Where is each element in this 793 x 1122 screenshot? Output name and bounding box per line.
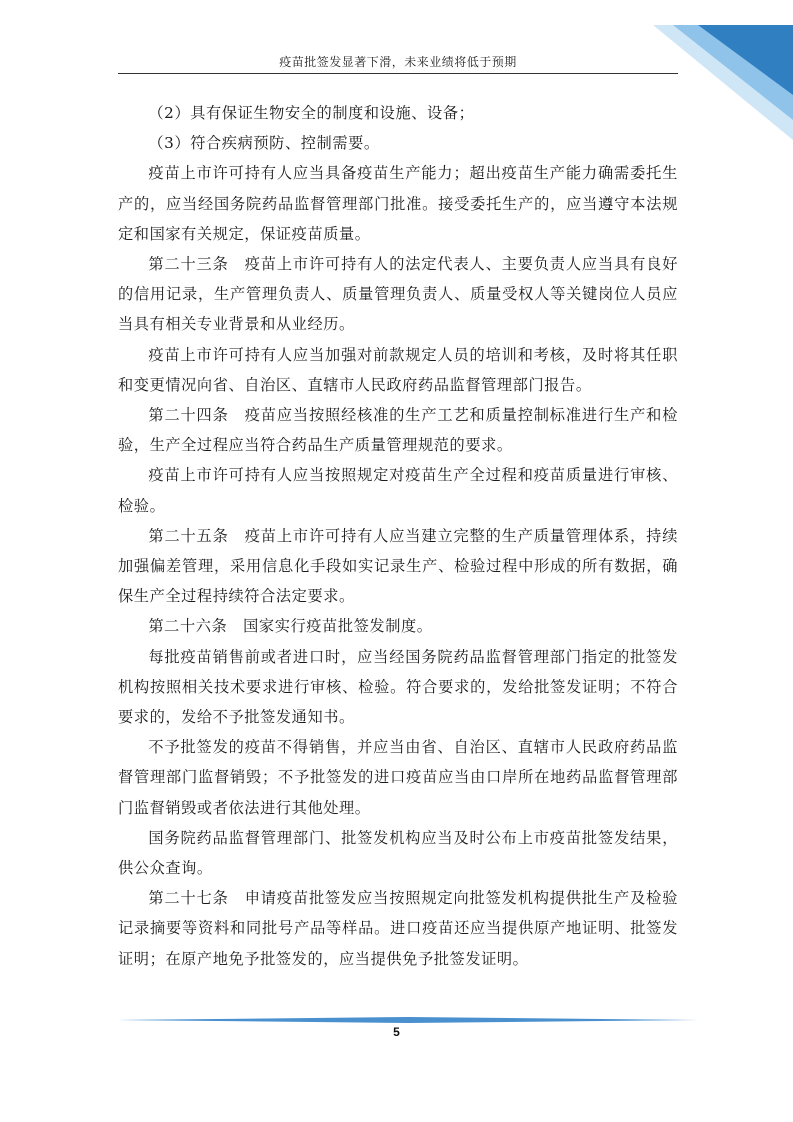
page-number: 5 [393,1025,400,1039]
paragraph: 不予批签发的疫苗不得销售，并应当由省、自治区、直辖市人民政府药品监督管理部门监督销毁；不予批签发的进口疫苗应当由口岸所在地药品监督管理部门监督销毁或者依法进行其他处理。 [118,738,678,817]
paragraph: 每批疫苗销售前或者进口时，应当经国务院药品监督管理部门指定的批签发机构按照相关技术要求进行审核、检验。符合要求的，发给批签发证明；不符合要求的，发给不予批签发通知书。 [118,647,678,727]
paragraph: 疫苗上市许可持有人应当加强对前款规定人员的培训和考核，及时将其任职和变更情况向省、自治区、直辖市人民政府药品监督管理部门报告。 [118,345,678,394]
header-title: 疫苗批签发显著下滑，未来业绩将低于预期 [279,55,517,69]
paragraph: 疫苗上市许可持有人应当按照规定对疫苗生产全过程和疫苗质量进行审核、检验。 [118,466,678,515]
paragraph: 第二十五条 疫苗上市许可持有人应当建立完整的生产质量管理体系，持续加强偏差管理，采用信息化手段如实记录生产、检验过程中形成的所有数据，确保生产全过程持续符合法定要求。 [118,526,678,606]
header-rule [118,73,678,74]
paragraph: （3）符合疾病预防、控制需要。 [148,134,380,153]
paragraph: 第二十六条 国家实行疫苗批签发制度。 [148,617,433,636]
paragraph: 第二十三条 疫苗上市许可持有人的法定代表人、主要负责人应当具有良好的信用记录，生产管理负责人、质量管理负责人、质量受权人等关键岗位人员应当具有相关专业背景和从业经历。 [118,255,678,334]
paragraph: 疫苗上市许可持有人应当具备疫苗生产能力；超出疫苗生产能力确需委托生产的，应当经国务院药品监督管理部门批准。接受委托生产的，应当遵守本法规定和国家有关规定，保证疫苗质量。 [118,164,678,243]
paragraph: （2）具有保证生物安全的制度和设施、设备； [148,104,475,122]
paragraph: 第二十七条 申请疫苗批签发应当按照规定向批签发机构提供批生产及检验记录摘要等资料和同批号产品等样品。进口疫苗还应当提供原产地证明、批签发证明；在原产地免予批签发的，应当提供免予批签发证明。 [118,889,678,968]
paragraph: 国务院药品监督管理部门、批签发机构应当及时公布上市疫苗批签发结果，供公众查询。 [118,828,678,878]
paragraph: 第二十四条 疫苗应当按照经核准的生产工艺和质量控制标准进行生产和检验，生产全过程应当符合药品生产质量管理规范的要求。 [118,406,678,455]
footer-rule [118,1016,698,1024]
document-body [118,98,678,974]
